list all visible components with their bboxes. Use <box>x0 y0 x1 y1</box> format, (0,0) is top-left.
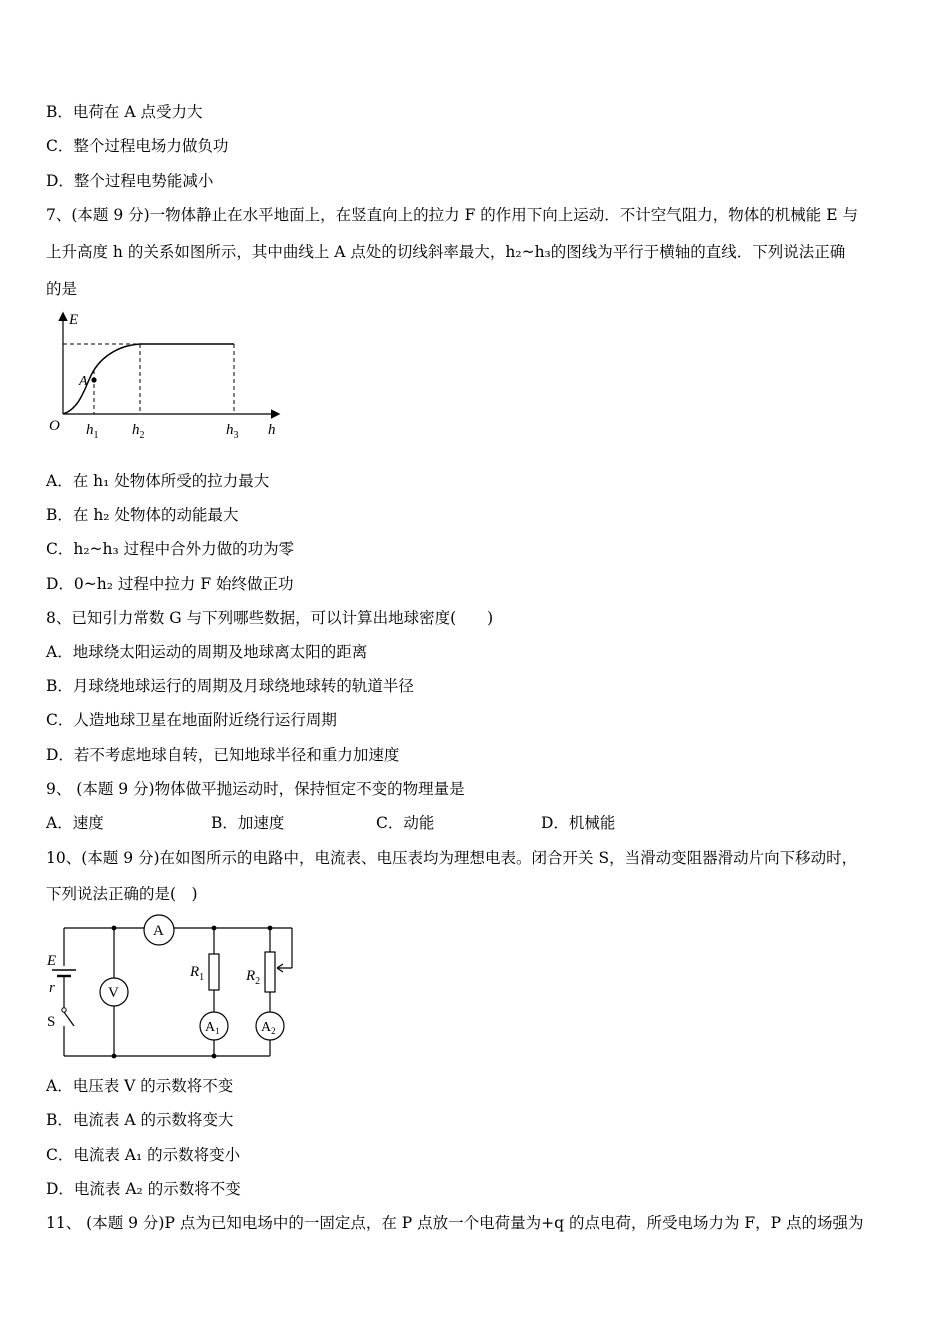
q9-option-c: C．动能 <box>376 814 435 832</box>
q9-options <box>46 813 906 833</box>
r1-label: R <box>190 964 200 980</box>
rheostat-slider-arrow <box>277 964 292 972</box>
energy-height-graph <box>44 308 294 444</box>
q7-option-b: B．在 h₂ 处物体的动能最大 <box>46 506 239 524</box>
option-c-prev: C．整个过程电场力做负功 <box>46 137 229 155</box>
svg-text:h1 <box>86 422 99 441</box>
a2-label: A <box>261 1020 272 1035</box>
q8-option-c: C．人造地球卫星在地面附近绕行运行周期 <box>46 711 337 729</box>
h2-subscript: 2 <box>139 430 145 441</box>
q9-stem: 9、 (本题 9 分)物体做平抛运动时，保持恒定不变的物理量是 <box>46 780 465 798</box>
r2-label: R <box>246 968 256 984</box>
internal-resistance-label: r <box>49 980 55 996</box>
point-a-dot <box>91 377 96 382</box>
q7-option-a: A．在 h₁ 处物体所受的拉力最大 <box>46 472 270 490</box>
origin-label: O <box>49 418 60 434</box>
q7-stem-line2: 上升高度 h 的关系如图所示，其中曲线上 A 点处的切线斜率最大，h₂~h₃的图线为平行于横轴的直线．下列说法正确 <box>46 243 846 261</box>
q10-option-a: A．电压表 V 的示数将不变 <box>46 1077 234 1095</box>
r2-subscript: 2 <box>255 976 261 987</box>
svg-text:R1 <box>189 964 204 983</box>
q8-stem: 8、已知引力常数 G 与下列哪些数据，可以计算出地球密度( ) <box>46 609 494 627</box>
a2-subscript: 2 <box>271 1026 276 1036</box>
q7-option-c: C．h₂~h₃ 过程中合外力做的功为零 <box>46 540 295 558</box>
q7-stem-line3: 的是 <box>46 280 78 298</box>
a1-label: A <box>205 1020 216 1035</box>
q10-stem-line2: 下列说法正确的是( ) <box>46 885 198 903</box>
switch-label: S <box>47 1014 56 1030</box>
point-a-label: A <box>79 374 88 389</box>
h1-label: h <box>86 422 94 438</box>
q7-stem-line1: 7、(本题 9 分)一物体静止在水平地面上，在竖直向上的拉力 F 的作用下向上运动．不计空气阻力，物体的机械能 E 与 <box>46 206 858 224</box>
switch-blade <box>64 1012 74 1026</box>
option-d-prev: D．整个过程电势能减小 <box>46 172 214 190</box>
q9-option-b: B．加速度 <box>211 814 285 832</box>
q10-option-c: C．电流表 A₁ 的示数将变小 <box>46 1146 241 1164</box>
resistor-r1 <box>209 954 219 990</box>
h3-label: h <box>226 422 234 438</box>
option-b-prev: B．电荷在 A 点受力大 <box>46 103 203 121</box>
q9-option-a: A．速度 <box>46 814 104 832</box>
svg-text:h3 <box>226 422 239 441</box>
svg-text:h2 <box>132 422 145 441</box>
voltmeter-label: V <box>108 985 119 1001</box>
switch-contact <box>62 1008 66 1012</box>
q10-option-b: B．电流表 A 的示数将变大 <box>46 1111 234 1129</box>
q11-stem-line1: 11、 (本题 9 分)P 点为已知电场中的一固定点，在 P 点放一个电荷量为+q 的点电荷，所受电场力为 F，P 点的场强为 <box>46 1214 864 1232</box>
rheostat-r2 <box>265 952 275 992</box>
h3-subscript: 3 <box>233 430 239 441</box>
q10-stem-line1: 10、(本题 9 分)在如图所示的电路中，电流表、电压表均为理想电表。闭合开关 S，当滑动变阻器滑动片向下移动时， <box>46 849 858 867</box>
x-axis-label: h <box>268 422 276 438</box>
svg-text:R2 <box>245 968 260 987</box>
h1-subscript: 1 <box>93 430 99 441</box>
r1-subscript: 1 <box>199 972 205 983</box>
q8-option-d: D．若不考虑地球自转，已知地球半径和重力加速度 <box>46 746 400 764</box>
circuit-diagram <box>44 914 304 1064</box>
q10-option-d: D．电流表 A₂ 的示数将不变 <box>46 1180 241 1198</box>
a1-subscript: 1 <box>215 1026 220 1036</box>
q8-option-a: A．地球绕太阳运动的周期及地球离太阳的距离 <box>46 643 368 661</box>
ammeter-a-label: A <box>153 923 164 939</box>
energy-curve <box>63 344 234 414</box>
emf-label: E <box>47 953 57 969</box>
h2-label: h <box>132 422 140 438</box>
q9-option-d: D．机械能 <box>541 814 616 832</box>
y-axis-label: E <box>69 312 79 328</box>
q8-option-b: B．月球绕地球运行的周期及月球绕地球转的轨道半径 <box>46 677 414 695</box>
q7-option-d: D．0~h₂ 过程中拉力 F 始终做正功 <box>46 575 294 593</box>
